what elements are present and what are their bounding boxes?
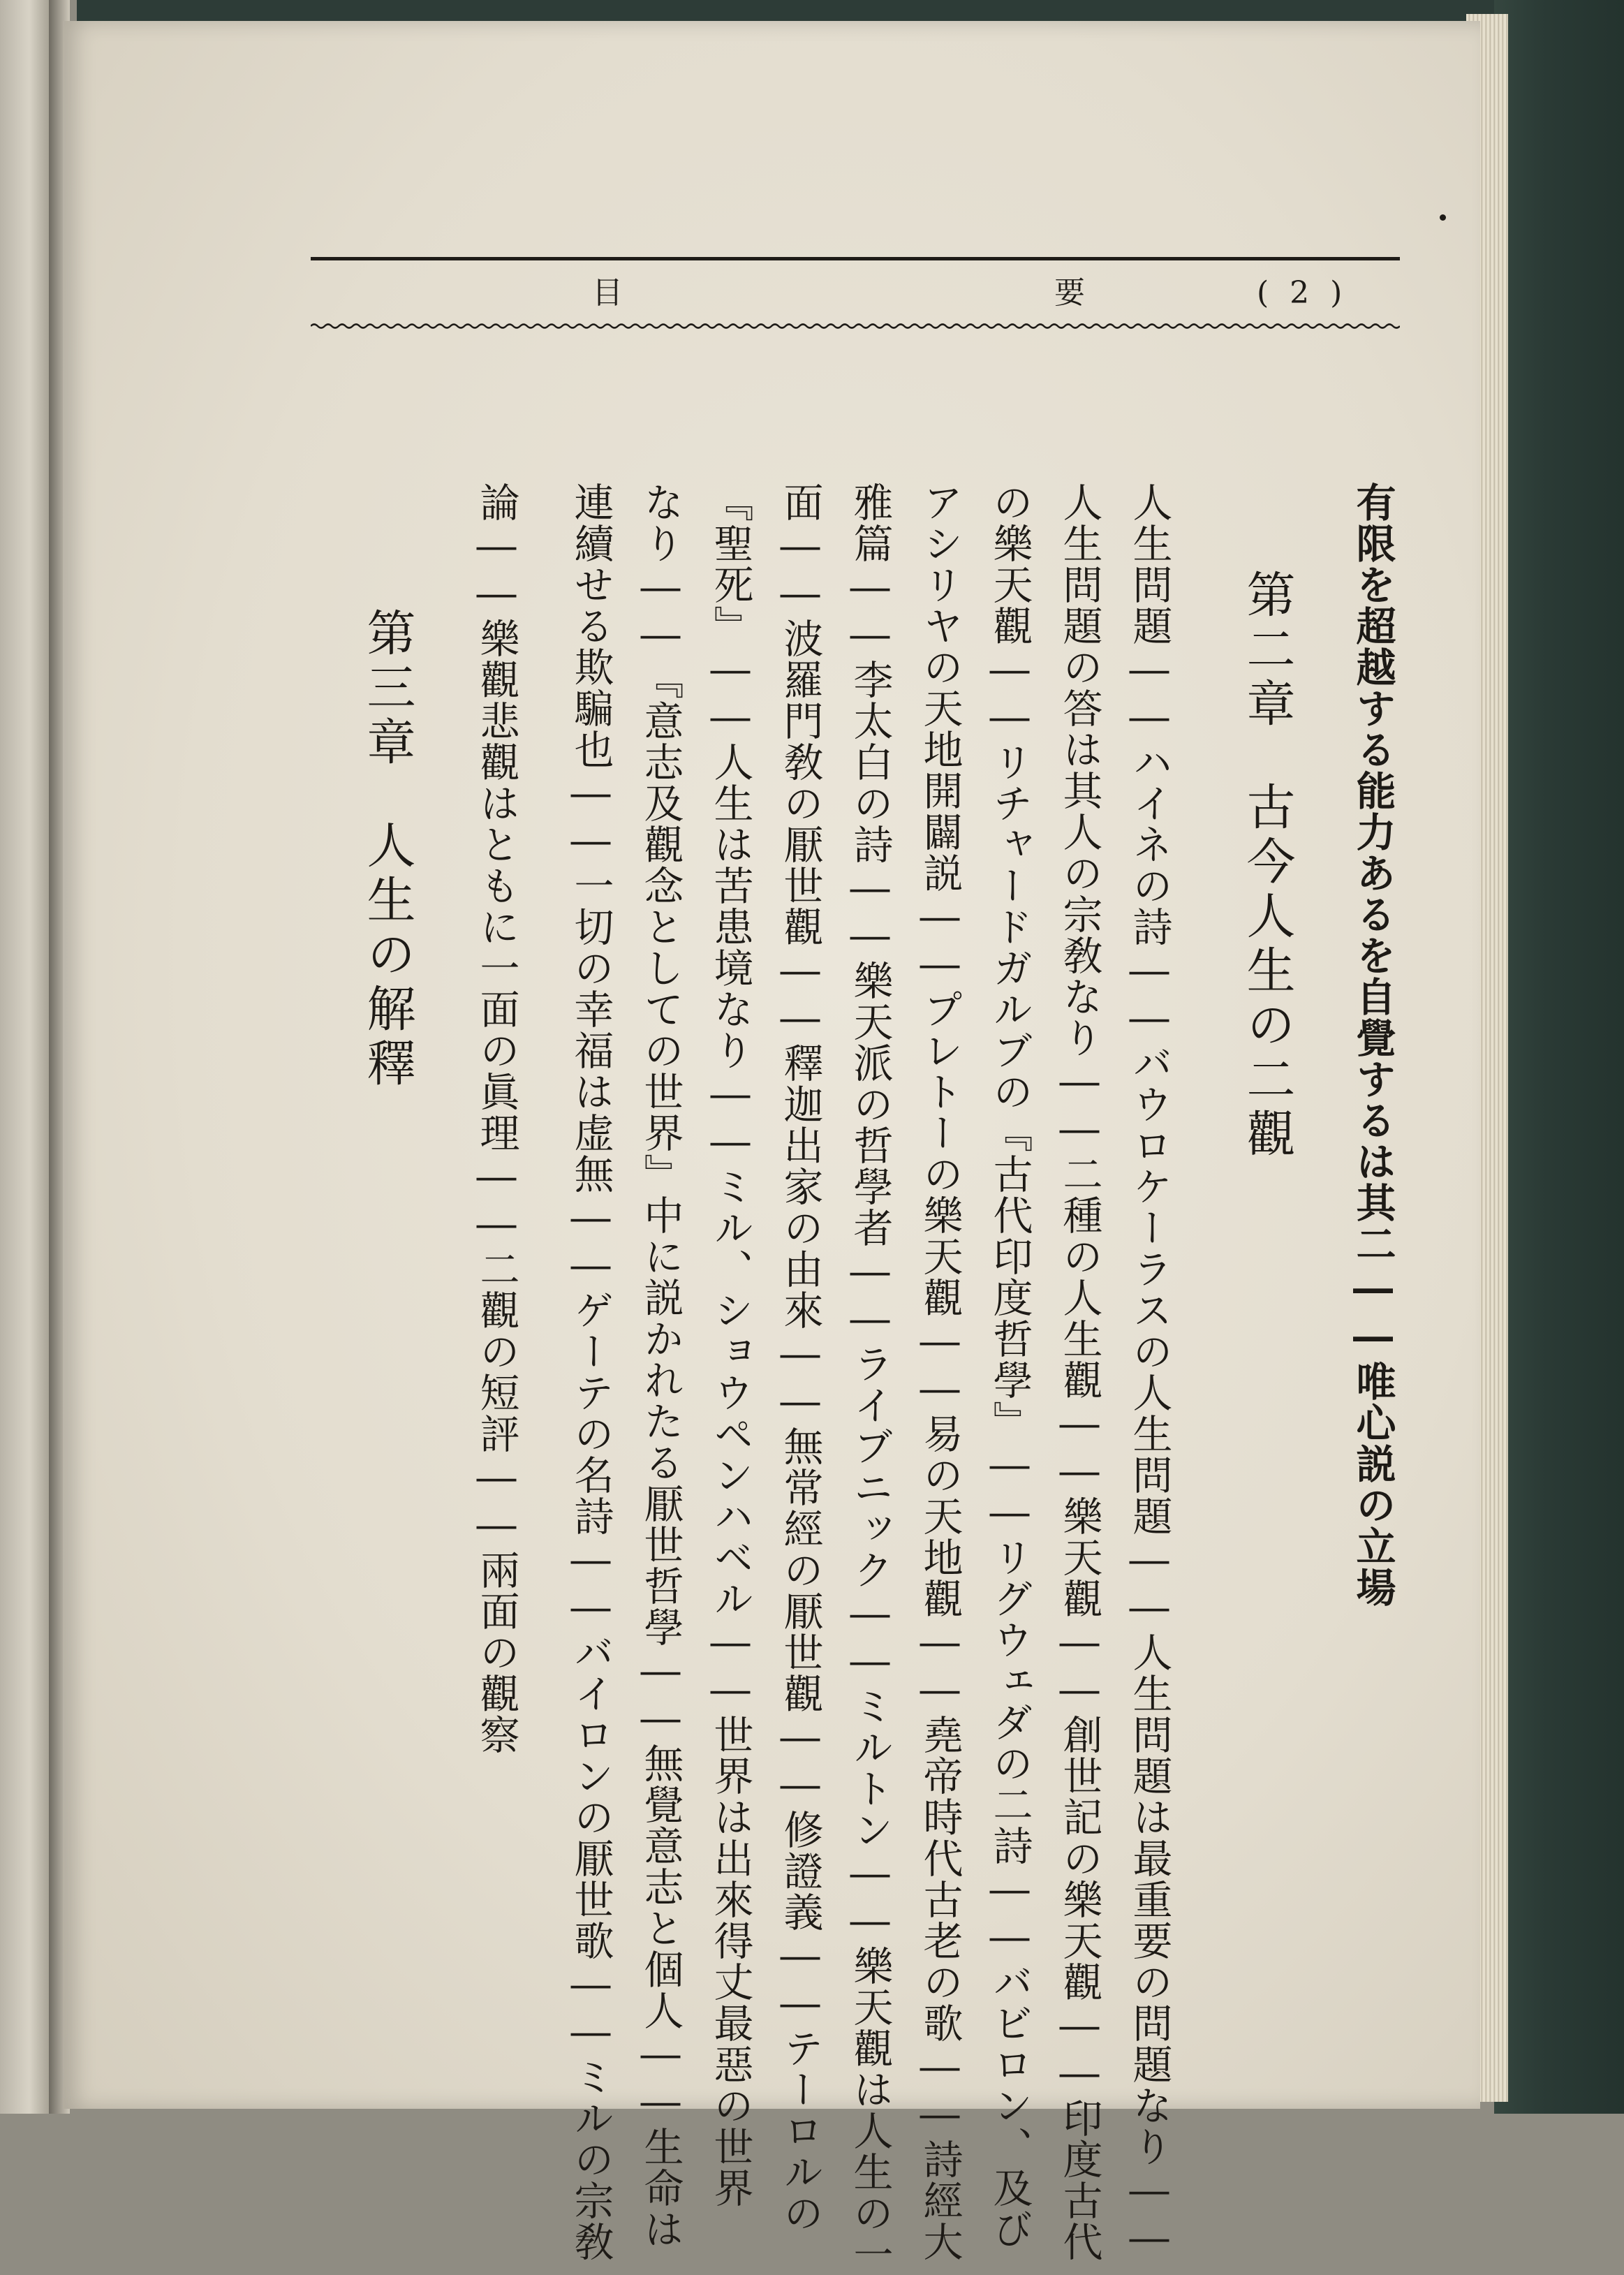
- chapter-2-number: 第二章: [1239, 569, 1296, 732]
- chapter-2-heading: [1232, 569, 1303, 1163]
- toc-line-9: なり――『意志及觀念としての世界』中に説かれたる厭世哲學――無覺意志と個人――生命は: [637, 482, 684, 2250]
- chapter-3-number: 第三章: [359, 608, 416, 771]
- header-center-text: 要: [1054, 275, 1085, 311]
- chapter-3-title: 人生の解釋: [359, 820, 416, 1092]
- toc-line-5: アシリヤの天地開闢説――プレトーの樂天觀――易の天地觀――堯帝時代古老の歌――詩經大: [917, 482, 963, 2262]
- toc-line-7: 面――波羅門敎の厭世觀――釋迦出家の由來――無常經の厭世觀――修證義――テーロルの: [777, 482, 823, 2234]
- ink-speck: [1440, 214, 1446, 221]
- toc-line-2: 人生問題――ハイネの詩――バウロケーラスの人生問題――人生問題は最重要の問題なり――: [1126, 482, 1172, 2262]
- book-cover-right: [1494, 0, 1624, 2114]
- header-rule-top: [311, 257, 1400, 260]
- page-number: ( 2 ): [1257, 275, 1348, 311]
- header-rule-wavy: [311, 323, 1400, 330]
- chapter-3-heading: [353, 608, 423, 1092]
- toc-line-6: 雅篇――李太白の詩――樂天派の哲學者――ライブニック――ミルトン――樂天觀は人生の一: [847, 482, 893, 2275]
- left-page-edge: [0, 0, 49, 2114]
- toc-line-1: 有限を超越する能力あるを自覺するは其二――唯心説の立場: [1350, 482, 1396, 1608]
- toc-line-3: 人生問題の答は其人の宗敎なり――二種の人生觀――樂天觀――創世記の樂天觀――印度古代: [1056, 482, 1102, 2262]
- toc-line-4: の樂天觀――リチャードガルブの『古代印度哲學』――リグウェダの二詩――バビロン、及び: [987, 482, 1033, 2250]
- toc-line-8: 『聖死』――人生は苦患境なり――ミル、ショウペンハベル――世界は出來得丈最惡の世界: [707, 482, 753, 2209]
- chapter-2-title: 古今人生の二觀: [1239, 781, 1296, 1163]
- toc-line-11: 論――樂觀悲觀はともに一面の眞理――二觀の短評――兩面の觀察: [473, 482, 519, 1755]
- toc-line-10: 連續せる欺騙也――一切の幸福は虚無――ゲーテの名詩――バイロンの厭世歌――ミルの宗敎: [568, 482, 614, 2262]
- header-left-text: 目: [592, 275, 623, 311]
